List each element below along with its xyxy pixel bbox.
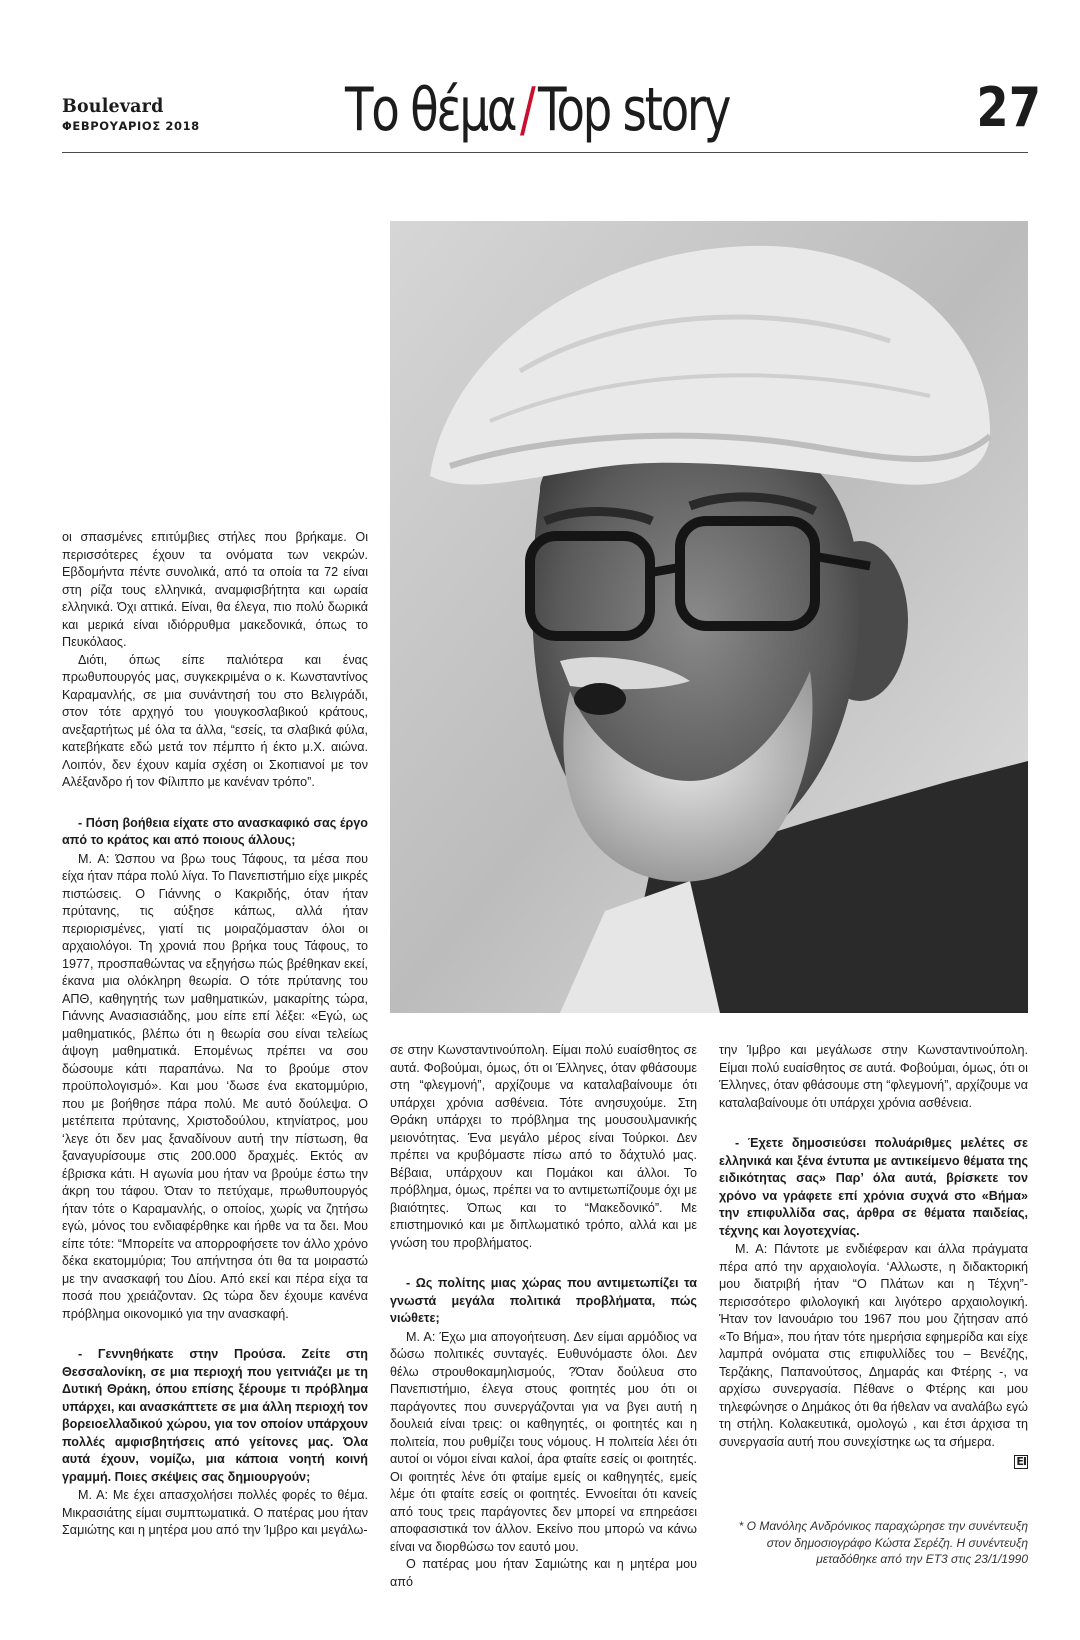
paragraph: οι σπασμένες επιτύμβιες στήλες που βρήκαμε. Οι περισσότερες έχουν τα ονόματα των νεκρών. Εβδομήντα πέντε συνολικά, από τα οποία τα 72 είναι στη ρίζα τους ελληνικά, αναμφισβήτητα και ωραία ελληνικά. Όχι αττικά. Είναι, θα έλεγα, πιο πολύ δωρικά και μερικά είναι ιδιόρρυθμα μακεδονικά, όπως το Πευκόλαος. <box>62 530 368 649</box>
paragraph: Ο πατέρας μου ήταν Σαμιώτης και η μητέρα μου από <box>390 1557 697 1589</box>
interview-question: - Ως πολίτης μιας χώρας που αντιμετωπίζει τα γνωστά μεγάλα πολιτικά προβλήματα, πώς νιώθετε; <box>390 1276 697 1325</box>
article-column-2 <box>390 1042 697 1591</box>
interview-answer: Μ. Α: Ώσπου να βρω τους Τάφους, τα μέσα που είχα ήταν πάρα πολύ λίγα. Το Πανεπιστήμιο είχε μικρές πιστώσεις. Ο Γιάννης ο Κακριδής, όταν ήταν πρύτανης, τις αύξησε κάπως, αλλά ήταν περιορισμένες, γιατί τις μοιραζόμασταν όλοι οι αρχαιολόγοι. Τη χρονιά που βρήκα τους Τάφους, το 1977, προσπαθώντας να εξηγήσω πώς βρέθηκαν εκεί, έκανα μια ολόκληρη θεωρία. Ο τότε πρύτανης του ΑΠΘ, καθηγητής των μαθηματικών, μακαρίτης τώρα, Γιάννης Ανασιασιάδης, μου είπε επί λέξει: «Εγώ, ως μαθηματικός, βλέπω ότι η θεωρία σου είναι τελείως άψογη μαθηματικά. Επομένως πρέπει να σου δώσουμε κάτι παραπάνω. Να το βρούμε στον προϋπολογισμό». Και μου ‘δωσε ένα εκατομμύριο, που με βοήθησε πάρα πολύ. Με αυτό δούλεψα. Ο μετέπειτα πρύτανης, Χριστοδούλου, κτηνίατρος, μου ‘λεγε ότι δεν μας ξαναδίνουν αυτή την πίστωση, θα ξαναγυρίσουμε στις 200.000 δραχμές. Εκτός αν έβρισκα κάτι. Η αγωνία μου ήταν να βρούμε έστω την άκρη του τάφου. Όταν το πετύχαμε, πρωθυπουργός ήταν τότε ο Καραμανλής, ο οποίος, χωρίς να ζητήσω εγώ, μόνος του ενδιαφέρθηκε και ήρθε να τα δει. Μου είπε τότε: “Μπορείτε να απορροφήσετε τον άλλο χρόνο δέκα εκατομμύρια; Του απήντησα ότι θα τα μοιραστώ με την ανασκαφή του Δίου. Από εκεί και πέρα είχα τα ποσά που χρειάζονταν. Ως τώρα δεν έχουμε κανένα πρόβλημα οικονομικό για την ανασκαφή. <box>62 851 368 1321</box>
paragraph: σε στην Κωνσταντινούπολη. Είμαι πολύ ευαίσθητος σε αυτά. Φοβούμαι, όμως, ότι οι Έλληνες, όταν φθάσουμε στη “φλεγμονή”, αρχίζουμε να καταλαβαίνουμε ότι υπάρχει χρόνια ασθένεια. Τότε ανησυχούμε. Στη Θράκη υπάρχει το πρόβλημα της μουσουλμανικής μειονότητας. Ένα μεγάλο μέρος είναι Τούρκοι. Δεν πρέπει να κρυβόμαστε πίσω από το δάχτυλό μας. Βέβαια, υπάρχουν και Πομάκοι και άλλοι. Το πρόβλημα, όμως, πρέπει να το αντιμετωπίζουμε όχι με βιαιότητες. Όπως και το “Μακεδονικό”. Με επιστημονικό και με διπλωματικό τρόπο, αλλά και με γνώση του προβλήματος. <box>390 1043 697 1250</box>
interview-question: - Πόση βοήθεια είχατε στο ανασκαφικό σας έργο από το κράτος και από ποιους άλλους; <box>62 815 368 847</box>
interview-answer: Μ. Α: Πάντοτε με ενδιέφεραν και άλλα πράγματα πέρα από την αρχαιολογία. ‘Αλλωστε, η διδακτορική μου διατριβή ήταν “Ο Πλάτων και η Τέχνη”- περισσότερο φιλολογική και λιγότερο αρχαιολογική. Ήταν τον Ιανουάριο του 1967 που μου ζήτησαν από «Το Βήμα», που ήταν τότε ημερήσια εφημερίδα και είχε λαμπρά ονόματα στις επιφυλλίδες του – Βενέζης, Τερζάκης, Παπανούτσος, Δημαράς και Φτέρης -, να αρχίσω συνεργασία. Πέθανε ο Φτέρης και μου τηλεφώνησε ο Δημάκος ότι θα ήθελαν να αναλάβω εγώ τη στήλη. Κολακευτικά, ομολογώ , και έτσι άρχισα τη συνεργασία αυτή που συνεχίστηκε ως τα σήμερα. <box>719 1242 1028 1449</box>
masthead <box>62 96 200 133</box>
paragraph: την Ίμβρο και μεγάλωσε στην Κωνσταντινούπολη. Είμαι πολύ ευαίσθητος σε αυτά. Φοβούμαι, όμως, ότι οι Έλληνες, όταν φθάσουμε στη “φλεγμονή”, αρχίζουμε να καταλαβαίνουμε ότι υπάρχει χρόνια ασθένεια. <box>719 1043 1028 1110</box>
section-title-english: Top story <box>538 75 730 145</box>
brand-name: Boulevard <box>62 95 164 117</box>
end-of-article-mark: ΕΙ <box>1016 1455 1026 1468</box>
paragraph: Διότι, όπως είπε παλιότερα και ένας πρωθυπουργός μας, συγκεκριμένα ο κ. Κωνσταντίνος Καραμανλής, σε μια συνάντησή του στο Βελιγράδι, στον τότε αρχηγό του γιουγκοσλαβικού κράτους, ανεξαρτήτως μέ όλα τα άλλα, “εσείς, τα σλαβικά φύλα, κατεβήκατε εδώ μετά τον πέμπτο ή έκτο μ.Χ. αιώνα. Λοιπόν, δεν έχουν καμία σχέση οι Σκοπιανοί με τον Αλέξανδρο ή τον Φίλιππο με κανέναν τρόπο”. <box>62 652 368 789</box>
interview-question: - Έχετε δημοσιεύσει πολυάριθμες μελέτες σε ελληνικά και ξένα έντυπα με αντικείμενο θέματα της ειδικότητας σας» Παρ’ όλα αυτά, βρίσκετε τον χρόνο να γράφετε επί χρόνια συχνά στο «Βήμα» την επιφυλλίδα σας, άρθρα σε θέματα παιδείας, τέχνης και λογοτεχνίας. <box>719 1136 1028 1238</box>
portrait-image <box>390 221 1028 1013</box>
section-title <box>345 70 729 150</box>
article-column-3 <box>719 1042 1028 1469</box>
interview-question: - Γεννηθήκατε στην Προύσα. Ζείτε στη Θεσσαλονίκη, σε μια περιοχή που γειτνιάζει με τη Δυτική Θράκη, όπου επίσης ξέρουμε τι πρόβλημα υπάρχει, και ανασκάπτετε σε μια άλλη περιοχή τον βορειοελλαδικού χώρου, για τον οποίον υπάρχουν πολλές αμφισβητήσεις από γείτονες μας. Όλα αυτά έχουν, νομίζω, μια κάποια νοητή κοινή γραμμή. Ποιες σκέψεις σας δημιουργούν; <box>62 1347 368 1484</box>
header-rule <box>62 152 1028 153</box>
interview-answer: Μ. Α: Με έχει απασχολήσει πολλές φορές το θέμα. Μικρασιάτης είμαι συμπτωματικά. Ο πατέρας μου ήταν Σαμιώτης και η μητέρα μου από την Ίμβρο και μεγάλω- <box>62 1488 368 1537</box>
title-slash: / <box>519 75 534 145</box>
page-number: 27 <box>976 76 1042 139</box>
article-column-1 <box>62 529 368 1540</box>
interview-answer: Μ. Α: Έχω μια απογοήτευση. Δεν είμαι αρμόδιος να δώσω πολιτικές συνταγές. Ευθυνόμαστε όλοι. Δεν θέλω στρουθοκαμηλισμούς, ?Όταν δούλευα στο Πανεπιστήμιο, έλεγα στους φοιτητές μου ότι οι παράγοντες που συνεργάζονται για να βγει αυτή η δουλειά είναι τρεις: οι καθηγητές, οι φοιτητές και η πολιτεία, που ρυθμίζει τους νόμους. Η πολιτεία λέει ότι αυτοί οι νόμοι είναι καλοί, άρα φταίτε εσείς οι φοιτητές. Οι φοιτητές λένε ότι φταίμε εμείς οι καθηγητές, εμείς λέμε ότι φταίτε εσείς οι φοιτητές. Εννοείται ότι κανείς από τους τρεις παράγοντες δεν μπορεί να επηρεάσει αποφασιστικά τον άλλον. Εκείνο που μπορώ να κάνω είναι να διορθώσω τον εαυτό μου. <box>390 1329 697 1554</box>
issue-date: ΦΕΒΡΟΥΑΡΙΟΣ 2018 <box>62 119 200 133</box>
footnote: * Ο Μανόλης Ανδρόνικος παραχώρησε την συνέντευξη στον δημοσιογράφο Κώστα Σερέζη. Η συνέντευξη μεταδόθηκε από την ΕΤ3 στις 23/1/1990 <box>738 1519 1028 1566</box>
portrait-photo <box>390 221 1028 1013</box>
section-title-greek: Το θέμα <box>345 75 516 145</box>
